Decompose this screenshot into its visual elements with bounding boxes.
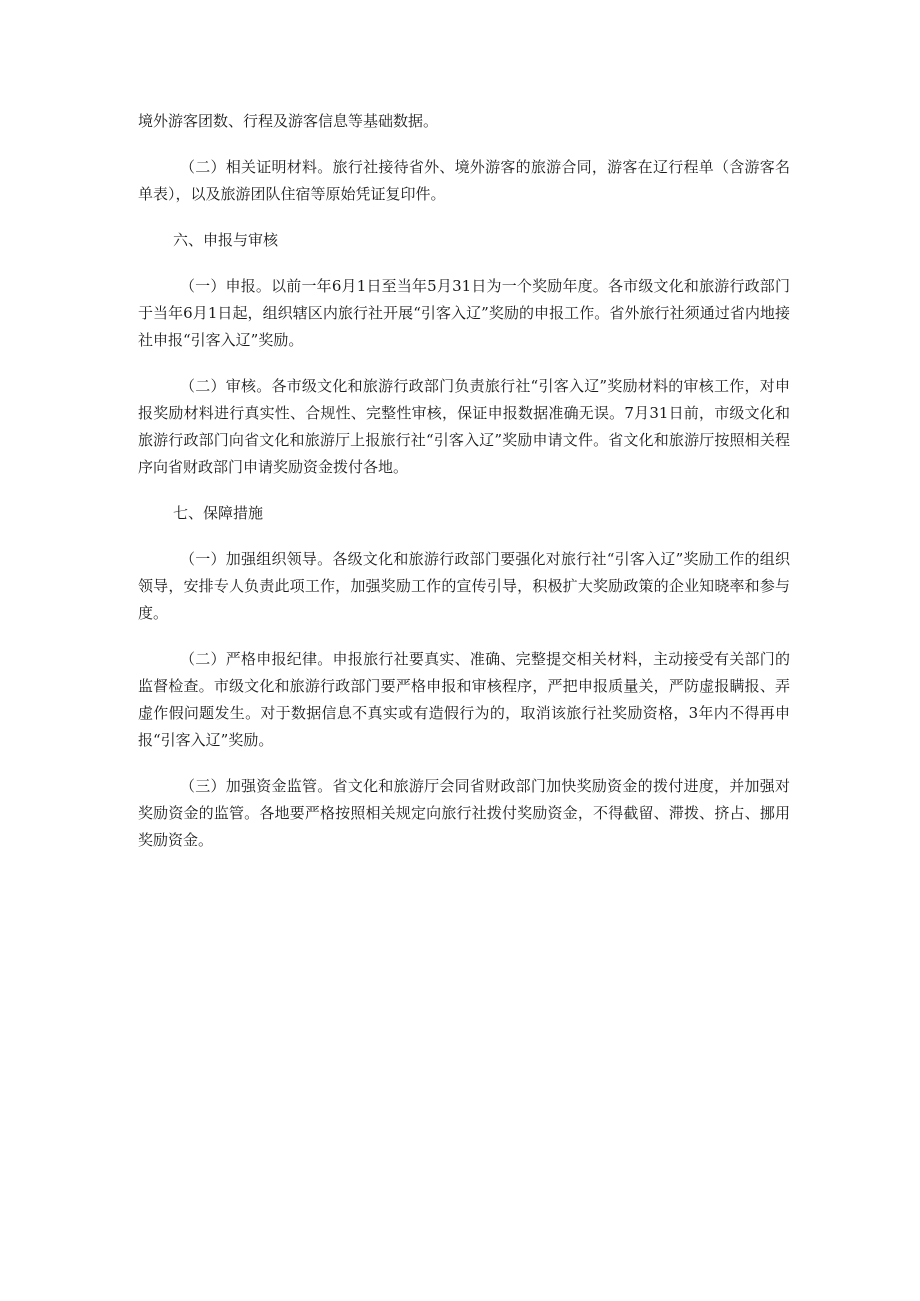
paragraph-proof-materials: （二）相关证明材料。旅行社接待省外、境外游客的旅游合同，游客在辽行程单（含游客名单表），以及旅游团队住宿等原始凭证复印件。 bbox=[138, 158, 790, 203]
paragraph-discipline: （二）严格申报纪律。申报旅行社要真实、准确、完整提交相关材料，主动接受有关部门的监督检查。市级文化和旅游行政部门要严格申报和审核程序，严把申报质量关，严防虚报瞒报、弄虚作假问题发生。对于数据信息不真实或有造假行为的，取消该旅行社奖励资格，3年内不得再申报“引客入辽”奖励。 bbox=[138, 650, 790, 749]
section-heading-safeguards: 七、保障措施 bbox=[173, 504, 264, 522]
section-heading-application-review: 六、申报与审核 bbox=[173, 231, 279, 249]
document-body bbox=[138, 108, 790, 873]
paragraph-fund-supervision: （三）加强资金监管。省文化和旅游厅会同省财政部门加快奖励资金的拨付进度，并加强对奖励资金的监管。各地要严格按照相关规定向旅行社拨付奖励资金，不得截留、滞拨、挤占、挪用奖励资金。 bbox=[138, 777, 790, 849]
paragraph-application: （一）申报。以前一年6月1日至当年5月31日为一个奖励年度。各市级文化和旅游行政部门于当年6月1日起，组织辖区内旅行社开展“引客入辽”奖励的申报工作。省外旅行社须通过省内地接社申报“引客入辽”奖励。 bbox=[138, 277, 790, 349]
paragraph-intro-continuation: 境外游客团数、行程及游客信息等基础数据。 bbox=[138, 112, 439, 130]
paragraph-leadership: （一）加强组织领导。各级文化和旅游行政部门要强化对旅行社“引客入辽”奖励工作的组织领导，安排专人负责此项工作，加强奖励工作的宣传引导，积极扩大奖励政策的企业知晓率和参与度。 bbox=[138, 550, 790, 622]
paragraph-review: （二）审核。各市级文化和旅游行政部门负责旅行社“引客入辽”奖励材料的审核工作，对申报奖励材料进行真实性、合规性、完整性审核，保证申报数据准确无误。7月31日前，市级文化和旅游行政部门向省文化和旅游厅上报旅行社“引客入辽”奖励申请文件。省文化和旅游厅按照相关程序向省财政部门申请奖励资金拨付各地。 bbox=[138, 377, 790, 476]
